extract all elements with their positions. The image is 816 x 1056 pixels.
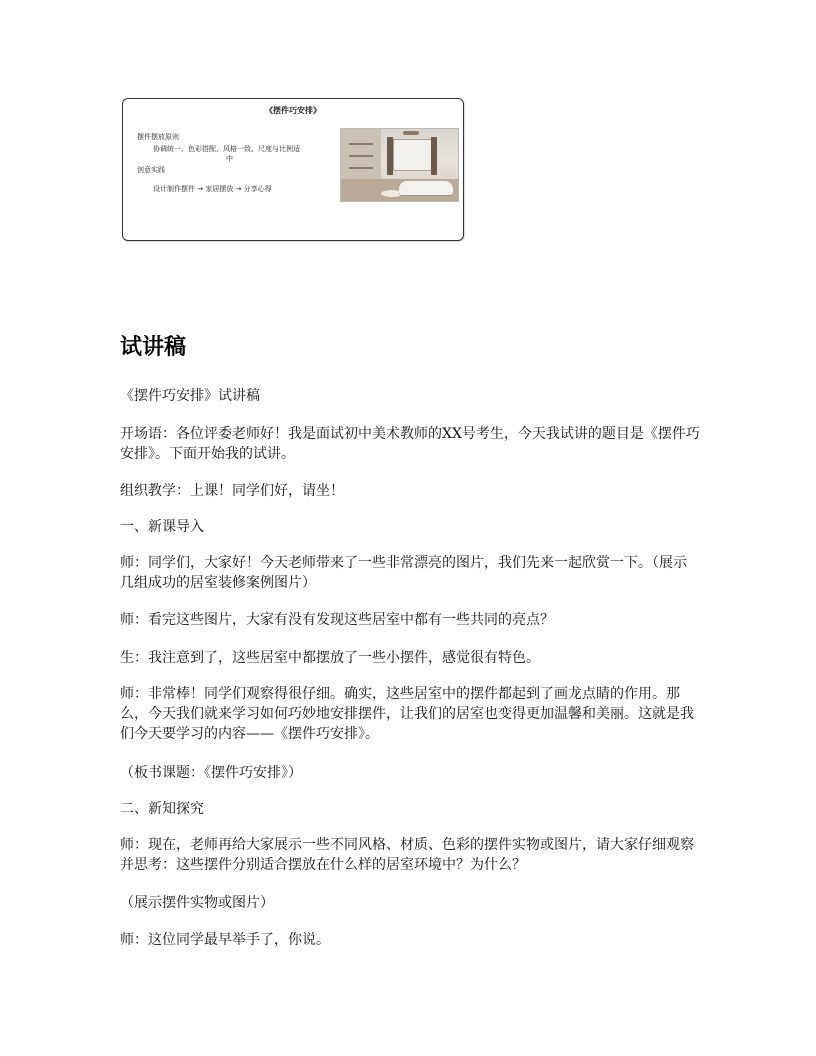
page-heading: 试讲稿: [120, 334, 187, 360]
teacher-paragraph-3: 师：非常棒！同学们观察得很仔细。确实，这些居室中的摆件都起到了画龙点睛的作用。那么，今天我们就来学习如何巧妙地安排摆件，让我们的居室也变得更加温馨和美丽。这就是我们今天要学习的内容——《摆件巧安排》。: [120, 686, 694, 742]
living-room-photo: [340, 128, 459, 202]
slide-title: 《摆件巧安排》: [265, 106, 321, 115]
opening-paragraph: 开场语：各位评委老师好！我是面试初中美术教师的XX号考生，今天我试讲的题目是《摆件巧安排》。下面开始我的试讲。: [120, 426, 700, 462]
show-note: （展示摆件实物或图片）: [120, 895, 274, 911]
slide-principles-text: 协调统一、色彩搭配、风格一致、尺度与比例适: [153, 145, 300, 153]
slide-practice-steps: 设计制作摆件 → 家居摆放 → 分享心得: [153, 185, 272, 193]
organize-paragraph: 组织教学：上课！同学们好，请坐！: [120, 483, 344, 499]
board-note: （板书课题：《摆件巧安排》）: [120, 765, 302, 781]
slide-principles-heading: 摆件摆放原则: [137, 133, 179, 141]
blackboard-slide: [122, 98, 464, 241]
teacher-paragraph-2: 师：看完这些图片，大家有没有发现这些居室中都有一些共同的亮点？: [120, 612, 554, 628]
slide-practice-heading: 创意实践: [137, 166, 165, 174]
slide-principles-wrap: 中: [226, 155, 233, 163]
teacher-paragraph-4: 师：现在，老师再给大家展示一些不同风格、材质、色彩的摆件实物或图片，请大家仔细观察并思考：这些摆件分别适合摆放在什么样的居室环境中？为什么？: [120, 837, 694, 873]
teacher-paragraph-1: 师：同学们，大家好！今天老师带来了一些非常漂亮的图片，我们先来一起欣赏一下。（展示几组成功的居室装修案例图片）: [120, 555, 687, 591]
student-paragraph: 生：我注意到了，这些居室中都摆放了一些小摆件，感觉很有特色。: [120, 650, 540, 666]
section-heading-explore: 二、新知探究: [120, 801, 204, 817]
section-heading-intro: 一、新课导入: [120, 519, 204, 535]
script-title: 《摆件巧安排》试讲稿: [120, 388, 260, 404]
teacher-paragraph-5: 师：这位同学最早举手了，你说。: [120, 932, 330, 948]
